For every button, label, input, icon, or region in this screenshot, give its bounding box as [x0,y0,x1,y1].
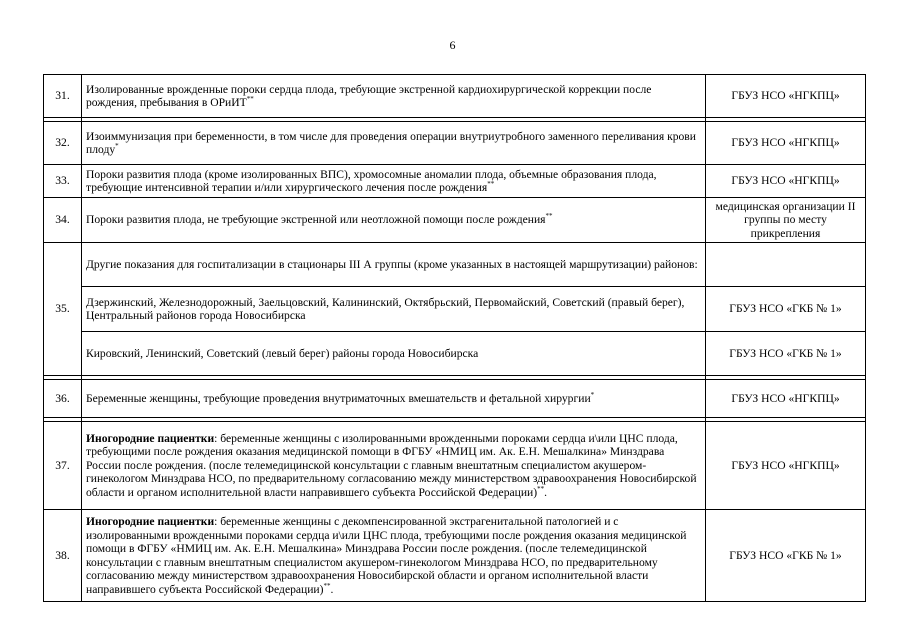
row-organization: ГБУЗ НСО «ГКБ № 1» [706,510,866,602]
row-description: Иногородние пациентки: беременные женщины с декомпенсированной экстрагенитальной патологией и с изолированными врожденными пороками сердца и\или ЦНС плода, требующими после рождения оказания медицинской помощи в ФГБУ «НМИЦ им. Ак. Е.Н. Мешалкина» Минздрава России после рождения. (после телемедицинской консультации с главным внештатным специалистом акушером-гинекологом Минздрава НСО, по предварительному согласованию между министерством здравоохранения Новосибирской области и органом исполнительной власти направившего субъекта Российской Федерации)**. [82,510,706,602]
row-organization: ГБУЗ НСО «НГКПЦ» [706,422,866,510]
table-row [44,75,866,118]
row-organization-empty [706,243,866,287]
table-subrow [44,287,866,332]
table-row [44,243,866,287]
row-description: Пороки развития плода (кроме изолированных ВПС), хромосомные аномалии плода, объемные образования плода, требующие интенсивной терапии и/или хирургического лечения после рождения** [82,165,706,198]
row-organization: ГБУЗ НСО «НГКПЦ» [706,75,866,118]
table-row [44,122,866,165]
row-number: 38. [44,510,82,602]
row-organization: медицинская организации II группы по месту прикрепления [706,198,866,243]
table-row [44,422,866,510]
row-number: 32. [44,122,82,165]
bold-lead: Иногородние пациентки [86,515,215,528]
row-description: Дзержинский, Железнодорожный, Заельцовский, Калининский, Октябрьский, Первомайский, Советский (правый берег), Центральный районов города Новосибирска [82,287,706,332]
row-organization: ГБУЗ НСО «НГКПЦ» [706,122,866,165]
row-organization: ГБУЗ НСО «НГКПЦ» [706,165,866,198]
row-description: Иногородние пациентки: беременные женщины с изолированными врожденными пороками сердца и\или ЦНС плода, требующими после рождения оказания медицинской помощи в ФГБУ «НМИЦ им. Ак. Е.Н. Мешалкина» Минздрава России после рождения. (после телемедицинской консультации с главным внештатным специалистом акушером-гинекологом Минздрава НСО, по предварительному согласованию между министерством здравоохранения Новосибирской области и органом исполнительной власти направившего субъекта Российской Федерации)**. [82,422,706,510]
row-organization: ГБУЗ НСО «ГКБ № 1» [706,332,866,376]
row-description: Беременные женщины, требующие проведения внутриматочных вмешательств и фетальной хирургии* [82,380,706,418]
row-number: 33. [44,165,82,198]
routing-table [43,74,866,602]
row-description: Пороки развития плода, не требующие экстренной или неотложной помощи после рождения** [82,198,706,243]
row-number: 36. [44,380,82,418]
row-intro: Другие показания для госпитализации в стационары III А группы (кроме указанных в настоящей маршрутизации) районов: [82,243,706,287]
table-row [44,380,866,418]
row-number: 31. [44,75,82,118]
bold-lead: Иногородние пациентки [86,431,215,445]
row-description: Изолированные врожденные пороки сердца плода, требующие экстренной кардиохирургической коррекции после рождения, пребывания в ОРиИТ** [82,75,706,118]
row-description: Изоиммунизация при беременности, в том числе для проведения операции внутриутробного заменного переливания крови плоду* [82,122,706,165]
table-row [44,198,866,243]
table-row [44,510,866,602]
table-subrow [44,332,866,376]
table-row [44,165,866,198]
row-organization: ГБУЗ НСО «НГКПЦ» [706,380,866,418]
row-number: 34. [44,198,82,243]
row-number: 37. [44,422,82,510]
page-number: 6 [449,38,456,52]
row-description: Кировский, Ленинский, Советский (левый берег) районы города Новосибирска [82,332,706,376]
row-number: 35. [44,243,82,376]
row-organization: ГБУЗ НСО «ГКБ № 1» [706,287,866,332]
